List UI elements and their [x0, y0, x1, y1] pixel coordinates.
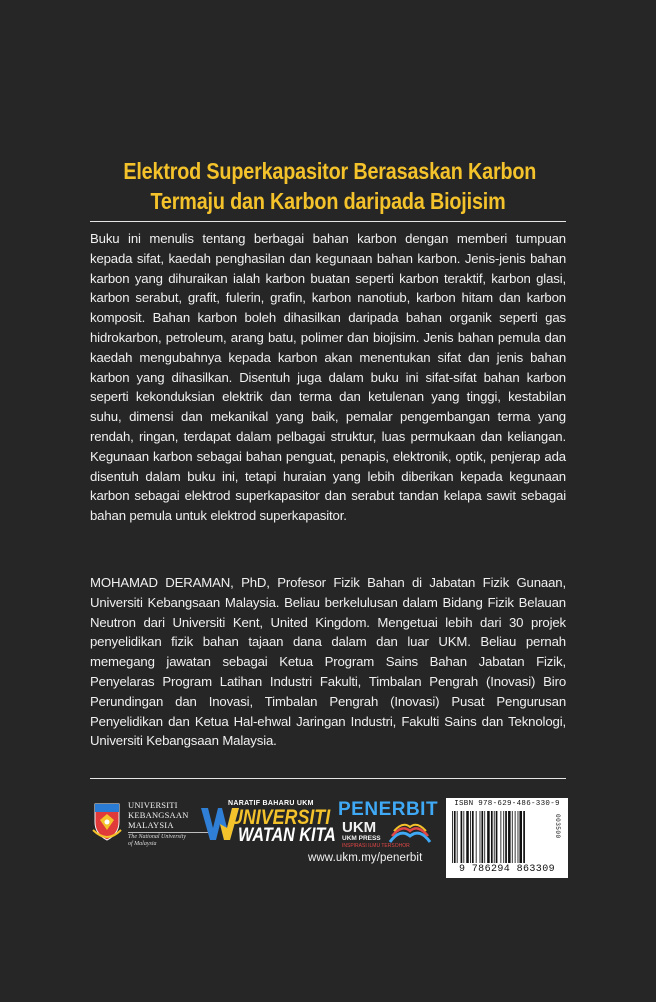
barcode-bar: [463, 811, 464, 863]
ukm-logo: [92, 798, 200, 848]
barcode-bar: [472, 811, 474, 863]
price-code: 003500: [554, 814, 561, 839]
ukm-name-line-3: MALAYSIA: [128, 820, 174, 830]
ukm-name: [128, 800, 208, 830]
barcode-bar: [505, 811, 507, 863]
barcode-bar: [518, 811, 519, 863]
barcode-bar: [494, 811, 495, 863]
barcode-bar: [503, 811, 504, 863]
barcode-bar: [508, 811, 511, 863]
barcode-bar: [512, 811, 513, 863]
barcode-bar: [500, 811, 501, 863]
barcode-bar: [496, 811, 498, 863]
barcode-bar: [480, 811, 481, 863]
barcode-bar: [457, 811, 458, 863]
barcode-bar: [466, 811, 469, 863]
divider-bottom: [90, 778, 566, 779]
barcode-number: 9 786294 863309: [458, 864, 555, 875]
penerbit-title: PENERBIT: [338, 799, 439, 820]
universiti-watan-kita-logo: [200, 800, 336, 848]
uwk-tagline: NARATIF BAHARU UKM: [228, 800, 314, 807]
barcode-bar: [470, 811, 471, 863]
divider-top: [90, 221, 566, 222]
book-title: [90, 156, 566, 216]
publisher-website: www.ukm.my/penerbit: [308, 852, 423, 864]
barcode-bars: [452, 811, 552, 863]
barcode-bar: [481, 811, 483, 863]
barcode-bar: [523, 811, 525, 863]
barcode-bar: [519, 811, 522, 863]
penerbit-ukm: UKM: [342, 819, 377, 836]
penerbit-tagline: INSPIRASI ILMU TERSOHOR: [342, 843, 410, 849]
isbn-text: ISBN 978-629-486-330-9: [454, 800, 560, 808]
barcode-bar: [515, 811, 516, 863]
ukm-crest-icon: [92, 800, 122, 842]
open-book-icon: [388, 822, 432, 846]
uwk-line-2: WATAN KITA: [238, 825, 336, 846]
uwk-line-1: UNIVERSITI: [230, 806, 331, 829]
title-line-1: Elektrod Superkapasitor Berasaskan Karbon: [123, 158, 537, 184]
barcode-bar: [452, 811, 453, 863]
barcode-bar: [484, 811, 485, 863]
ukm-name-line-2: KEBANGSAAN: [128, 810, 189, 820]
barcode-bar: [476, 811, 477, 863]
title-line-2: Termaju dan Karbon daripada Biojisim: [150, 188, 506, 214]
barcode-bar: [454, 811, 456, 863]
ukm-english-line-1: The National University: [128, 834, 186, 840]
ukm-english-name: [128, 832, 208, 847]
author-bio-paragraph: MOHAMAD DERAMAN, PhD, Profesor Fizik Bahan di Jabatan Fizik Gunaan, Universiti Kebangsaan Malaysia. Beliau berkelulusan dalam Bidang Fizik Belauan Neutron dari Universiti Kent, United Kingdom. Mengetuai lebih dari 30 projek penyelidikan fizik bahan tajaan dana dalam dan luar UKM. Beliau pernah memegang jawatan sebagai Ketua Program Sains Bahan Jabatan Fizik, Penyelaras Program Latihan Industri Fakulti, Timbalan Pengrah (Inovasi) Biro Perundingan dan Inovasi, Timbalan Pengrah (Inovasi) Pusat Pengurusan Penyelidikan dan Ketua Hal-ehwal Jaringan Industri, Fakulti Sains dan Teknologi, Universiti Kebangsaan Malaysia.: [90, 575, 566, 749]
penerbit-press: UKM PRESS: [342, 835, 381, 842]
barcode-bar: [491, 811, 493, 863]
barcode-bar: [487, 811, 490, 863]
ukm-name-line-1: UNIVERSITI: [128, 800, 178, 810]
ukm-english-line-2: of Malaysia: [128, 840, 157, 847]
barcode-bar: [461, 811, 463, 863]
penerbit-ukm-logo: [338, 800, 438, 850]
isbn-barcode: [446, 798, 568, 878]
synopsis-paragraph: Buku ini menulis tentang berbagai bahan karbon dengan memberi tumpuan kepada sifat, kaedah penghasilan dan kegunaan bahan karbon. Jenis-jenis bahan karbon yang dihuraikan ialah karbon buatan seperti karbon teraktif, karbon glasi, karbon serabut, grafit, fulerin, grafin, karbon nanotiub, karbon hitam dan karbon komposit. Bahan karbon boleh dihasilkan daripada bahan organik seperti gas hidrokarbon, petroleum, arang batu, polimer dan biojisim. Jenis bahan pemula dan kaedah mengubahnya kepada karbon akan menentukan sifat dan jenis bahan karbon yang dihasilkan. Disentuh juga dalam buku ini sifat-sifat bahan karbon seperti kekonduksian elektrik dan terma dan ketulenan yang tinggi, kestabilan suhu, dimensi dan mekanikal yang baik, pemalar pengembangan terma yang rendah, ringan, terdapat dalam pelbagai struktur, luas permukaan dan keliangan. Kegunaan karbon sebagai bahan penguat, penapis, elektronik, optik, penjerap ada disentuh dalam buku ini, tetapi huraian yang lebih diberikan kepada kegunaan karbon sebagai elektrod superkapasitor dan serabut tandan kelapa sawit sebagai bahan pemula untuk elektrod superkapasitor.: [90, 231, 566, 524]
